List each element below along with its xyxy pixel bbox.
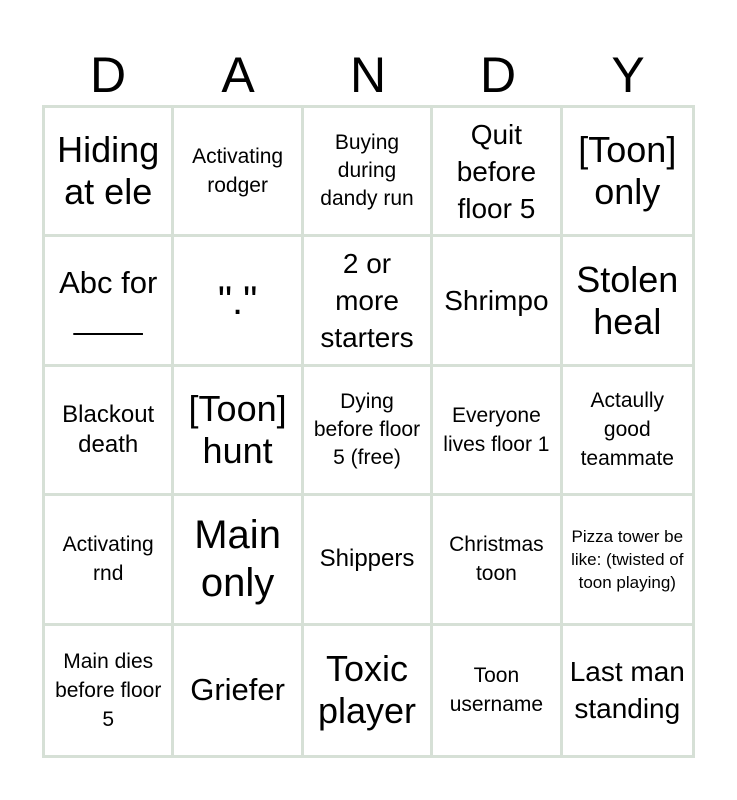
bingo-cell-r3c5[interactable] [563, 367, 692, 496]
bingo-cell-r1c1[interactable] [45, 108, 174, 237]
cell-text: Abc for ____ [59, 264, 158, 336]
cell-text: Toon username [449, 664, 544, 717]
bingo-cell-r4c4[interactable] [433, 496, 562, 625]
bingo-cell-r2c5[interactable] [563, 237, 692, 366]
bingo-cell-r2c4[interactable] [433, 237, 562, 366]
header-letter-y: Y [611, 47, 645, 103]
header-letter-d2: D [479, 47, 517, 103]
bingo-cell-r4c5[interactable] [563, 496, 692, 625]
bingo-cell-r3c2[interactable] [174, 367, 303, 496]
bingo-cell-r4c2[interactable] [174, 496, 303, 625]
header-letter-n: N [349, 47, 387, 103]
bingo-cell-r1c5[interactable] [563, 108, 692, 237]
bingo-cell-r3c4[interactable] [433, 367, 562, 496]
cell-text: Buying during dandy run [320, 131, 414, 211]
cell-text: 2 or more starters [320, 248, 414, 354]
bingo-cell-r5c4[interactable] [433, 626, 562, 755]
cell-text: Dying before floor 5 (free) [313, 389, 421, 469]
cell-text: Actaully good teammate [580, 389, 674, 471]
cell-text: [Toon] hunt [188, 387, 287, 471]
cell-text: Blackout death [62, 400, 155, 458]
cell-text: Christmas toon [449, 533, 544, 586]
header-letter-d1: D [89, 47, 127, 103]
bingo-cell-r5c2[interactable] [174, 626, 303, 755]
cell-text: Shippers [319, 545, 415, 573]
cell-text: Hiding at ele [57, 129, 160, 213]
bingo-cell-r2c1[interactable] [45, 237, 174, 366]
bingo-cell-r5c1[interactable] [45, 626, 174, 755]
header-letter-a: A [221, 47, 255, 103]
cell-text: Shrimpo [444, 285, 549, 317]
bingo-cell-r4c1[interactable] [45, 496, 174, 625]
cell-text: Main dies before floor 5 [55, 649, 162, 731]
bingo-header [43, 44, 693, 106]
bingo-cell-r3c3[interactable] [304, 367, 433, 496]
cell-text: Toxic player [317, 648, 417, 732]
cell-text: Everyone lives floor 1 [443, 403, 550, 456]
bingo-cell-r1c4[interactable] [433, 108, 562, 237]
bingo-cell-r5c5[interactable] [563, 626, 692, 755]
cell-text: "." [217, 278, 258, 323]
cell-text: Main only [194, 513, 281, 606]
bingo-cell-r4c3[interactable] [304, 496, 433, 625]
cell-text: Activating rodger [192, 145, 284, 198]
cell-text: Pizza tower be like: (twisted of toon playing) [571, 526, 684, 592]
bingo-board [42, 105, 695, 758]
cell-text: Quit before floor 5 [456, 118, 537, 224]
cell-text: Activating rnd [62, 533, 154, 586]
cell-text: Stolen heal [576, 258, 679, 342]
bingo-cell-r2c3[interactable] [304, 237, 433, 366]
bingo-cell-r5c3[interactable] [304, 626, 433, 755]
bingo-cell-r3c1[interactable] [45, 367, 174, 496]
cell-text: Last man standing [569, 656, 685, 725]
bingo-cell-r2c2[interactable] [174, 237, 303, 366]
bingo-cell-r1c2[interactable] [174, 108, 303, 237]
cell-text: [Toon] only [578, 129, 677, 213]
bingo-cell-r1c3[interactable] [304, 108, 433, 237]
cell-text: Griefer [190, 672, 285, 708]
